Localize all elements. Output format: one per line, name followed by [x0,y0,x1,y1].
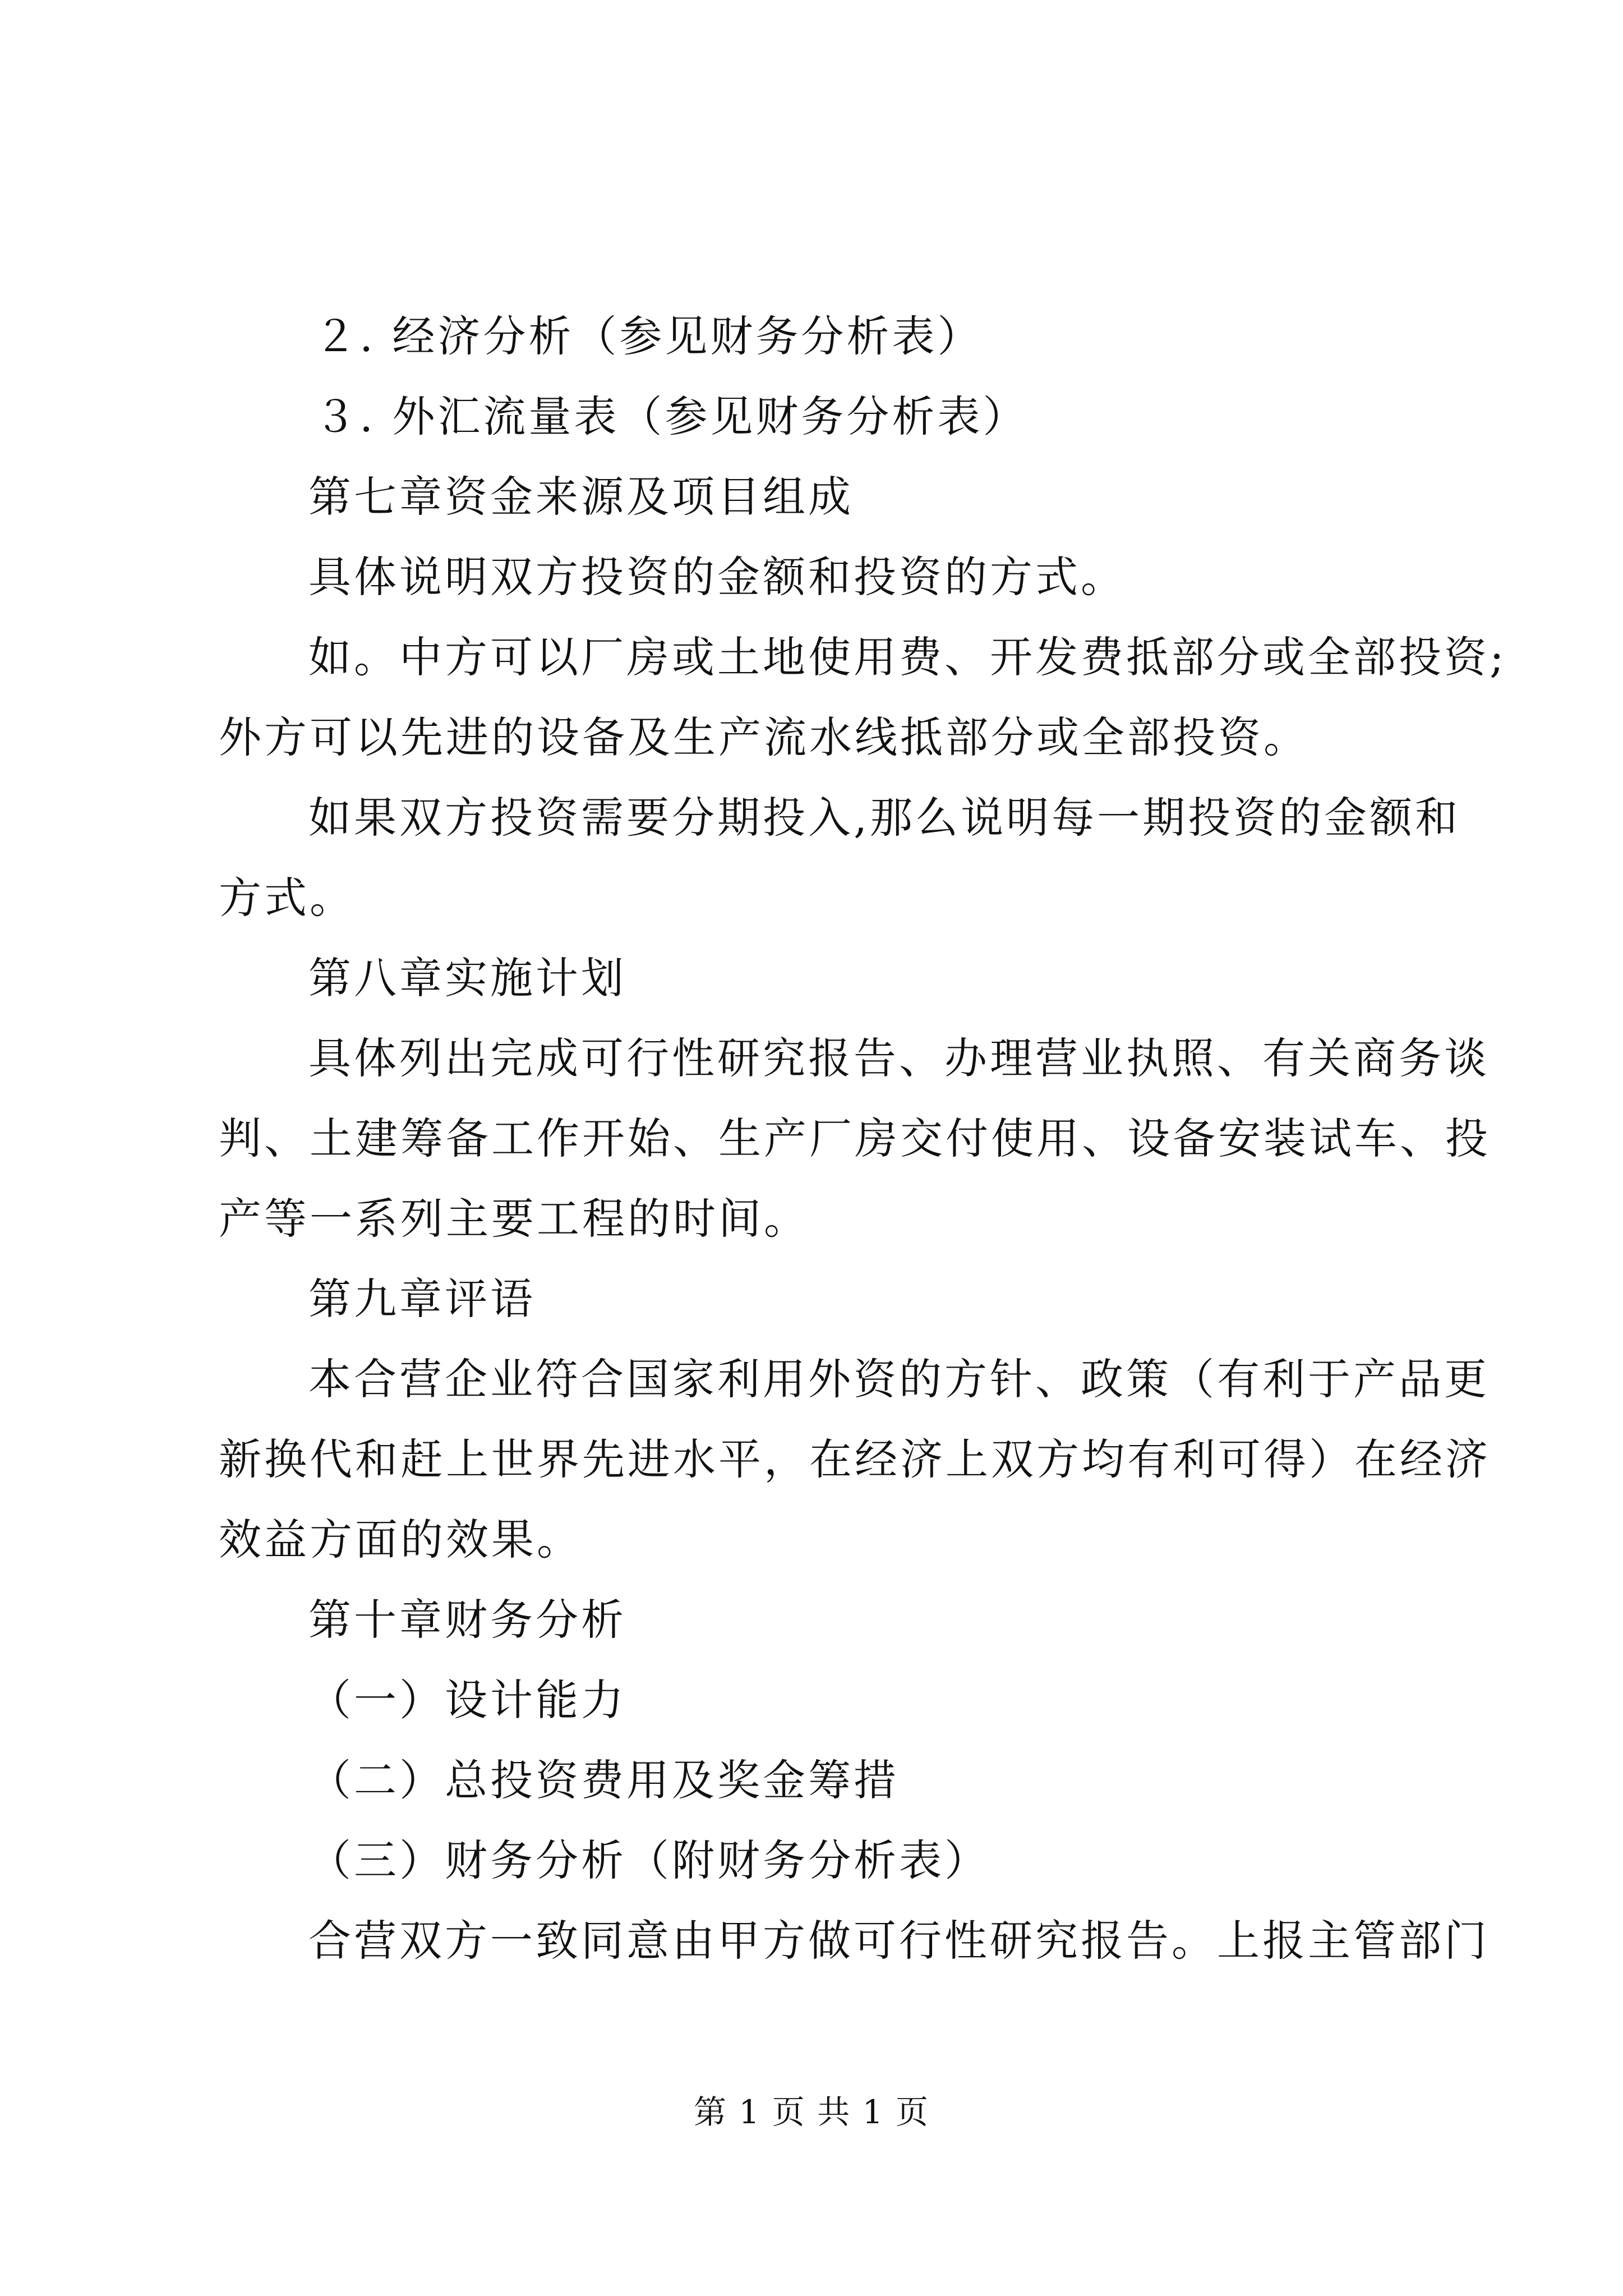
section-heading: 第七章资金来源及项目组成 [308,472,854,522]
text-line: 如果双方投资需要分期投入,那么说明每一期投资的金额和 [308,793,1461,843]
text-line: 产等一系列主要工程的时间。 [219,1194,809,1244]
text-line: 外方可以先进的设备及生产流水线抵部分或全部投资。 [219,712,1309,762]
section-heading: 第八章实施计划 [308,953,626,1003]
text-line: 如。中方可以厂房或土地使用费、开发费抵部分或全部投资; [308,632,1507,682]
section-heading: 第十章财务分析 [308,1595,626,1645]
text-line: （三）财务分析（附财务分析表） [308,1835,990,1885]
text-line: 方式。 [219,873,355,923]
text-line: 本合营企业符合国家利用外资的方针、政策（有利于产品更 [308,1354,1490,1404]
text-line: ３. 外汇流量表（参见财务分析表） [314,392,1029,441]
text-line: 具体列出完成可行性研究报告、办理营业执照、有关商务谈 [308,1033,1490,1083]
page-footer: 第 1 页 共 1 页 [694,2093,929,2131]
text-line: 新换代和赶上世界先进水平，在经济上双方均有利可得）在经济 [219,1434,1491,1484]
text-line: （二）总投资费用及奖金筹措 [308,1755,899,1805]
section-heading: 第九章评语 [308,1274,536,1324]
text-line: 合营双方一致同意由甲方做可行性研究报告。上报主管部门 [308,1916,1490,1966]
text-line: 判、土建筹备工作开始、生产厂房交付使用、设备安装试车、投 [219,1114,1491,1163]
text-line: 效益方面的效果。 [219,1515,582,1565]
text-line: 具体说明双方投资的金额和投资的方式。 [308,552,1126,602]
text-line: ２. 经济分析（参见财务分析表） [314,311,983,361]
text-line: （一）设计能力 [308,1675,626,1725]
